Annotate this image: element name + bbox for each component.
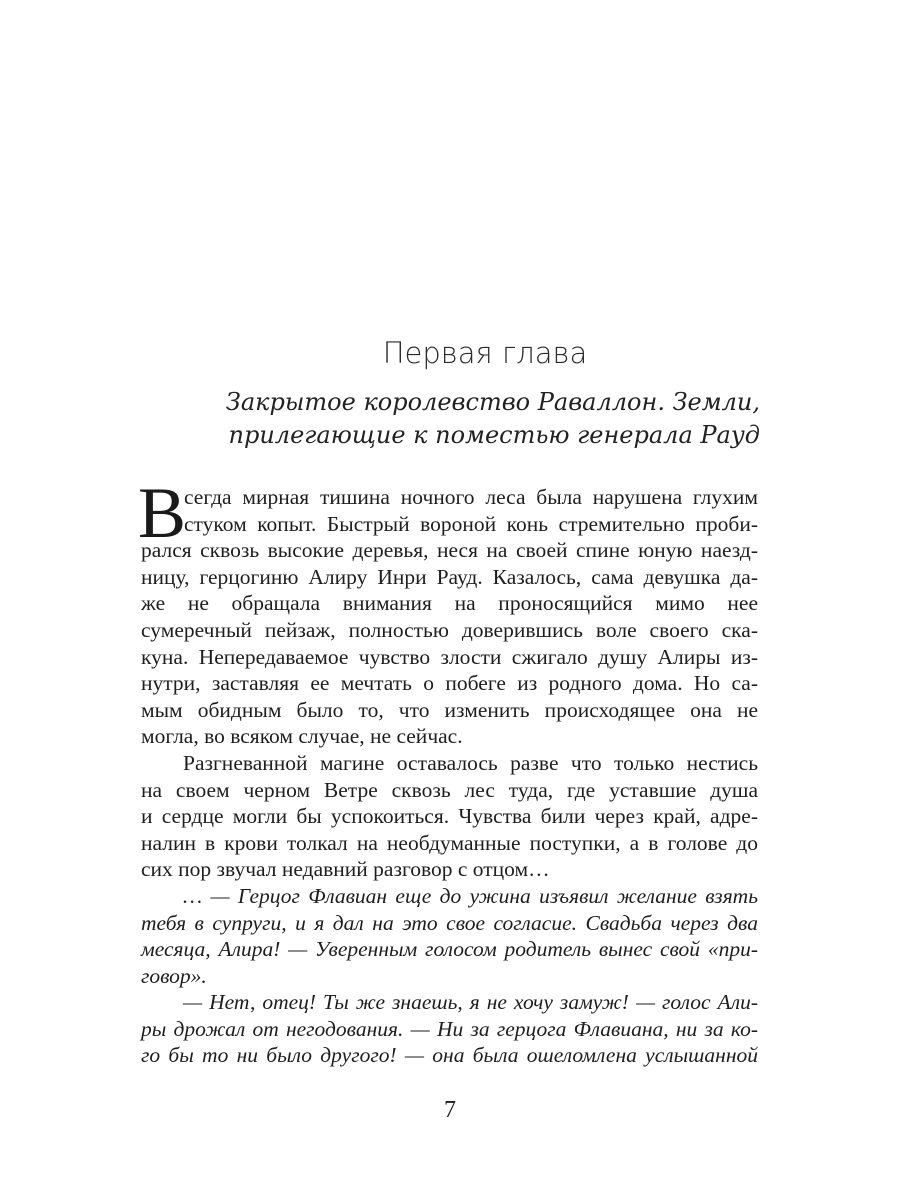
page-number-text: 7: [444, 1097, 456, 1123]
text-line: нутри, заставляя ее мечтать о побеге из родного дома. Но са-: [141, 671, 758, 696]
text-line: Разгневанной магине оставалось разве что только нестись: [183, 750, 758, 775]
text-line: ницу, герцогиню Алиру Инри Рауд. Казалось, сама девушка да-: [141, 564, 758, 589]
text-line: могла, во всяком случае, не сейчас.: [141, 724, 463, 749]
paragraph-2: [141, 750, 758, 883]
text-line: и сердце могли бы успокоиться. Чувства били через край, адре-: [141, 804, 758, 829]
text-line: сумеречный пейзаж, полностью доверившись воле своего ска-: [141, 617, 758, 642]
page-number: [0, 1097, 900, 1124]
body-text: [138, 473, 758, 1069]
paragraph-1: [138, 473, 758, 750]
text-line: стуком копыт. Быстрый вороной конь стремительно проби-: [184, 511, 758, 536]
text-line: месяца, Алира! — Уверенным голосом родитель вынес свой «при-: [141, 937, 758, 962]
text-line: мым обидным было то, что изменить происходящее она не: [141, 697, 758, 722]
paragraph-4: [141, 989, 758, 1069]
text-line: … — Герцог Флавиан еще до ужина изъявил желание взять: [183, 883, 758, 908]
drop-cap: В: [138, 473, 187, 553]
subtitle-line: прилегающие к поместью генерала Рауд: [228, 421, 760, 449]
subtitle-line: Закрытое королевство Раваллон. Земли,: [225, 388, 760, 416]
text-line: налин в крови толкал на необдуманные поступки, а в голове до: [141, 830, 758, 855]
chapter-title: Первая глава: [382, 336, 588, 370]
text-line: куна. Непередаваемое чувство злости сжигало душу Алиры из-: [141, 644, 758, 669]
text-line: го бы то ни было другого! — она была ошеломлена услышанной: [141, 1043, 758, 1068]
text-line: на своем черном Ветре сквозь лес туда, где уставшие душа: [141, 777, 758, 802]
text-line: ры дрожал от негодования. — Ни за герцога Флавиана, ни за ко-: [141, 1016, 758, 1041]
text-line: — Нет, отец! Ты же знаешь, я не хочу замуж! — голос Али-: [183, 990, 758, 1015]
text-line: рался сквозь высокие деревья, неся на своей спине юную наезд-: [141, 538, 758, 563]
text-line: говор».: [141, 963, 207, 988]
text-line: сегда мирная тишина ночного леса была нарушена глухим: [184, 485, 758, 509]
text-line: сих пор звучал недавний разговор с отцом…: [141, 857, 550, 882]
text-line: тебя в супруги, и я дал на это свое согласие. Свадьба через два: [141, 910, 758, 935]
paragraph-3: [141, 883, 758, 989]
chapter-subtitle: [190, 386, 760, 452]
text-line: же не обращала внимания на проносящийся мимо нее: [141, 591, 758, 616]
